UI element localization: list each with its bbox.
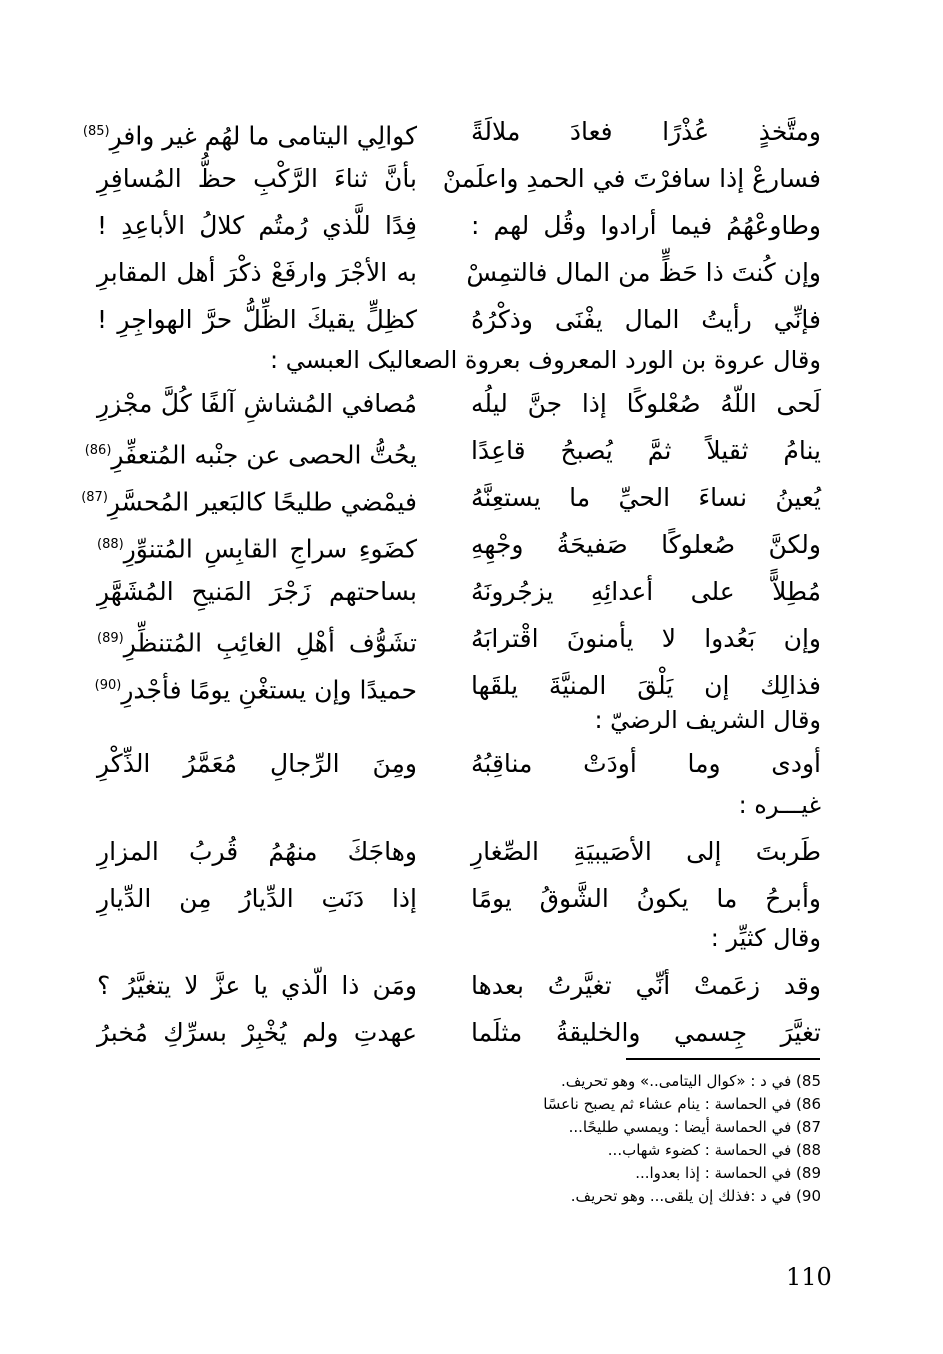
verse-first-hemistich: ولكنَّ صُعلوكًا صَفيحَةُ وجْهِهِ: [471, 530, 821, 559]
section-heading: وقال الشريف الرضيّ :: [594, 706, 821, 734]
footnote-ref: (89): [97, 631, 124, 646]
footnote-divider: [626, 1058, 820, 1060]
footnote: 88) في الحماسة : كضوء شهاب...: [607, 1141, 821, 1159]
verse-second-hemistich: به الأجْرَ وارفَعْ ذكْرَ أهل المقابرِ: [97, 258, 417, 287]
verse-first-hemistich: فذالِك إن يَلْقَ المنيَّةَ يلقَها: [471, 671, 821, 700]
footnote-ref: (85): [82, 124, 110, 139]
verse-second-hemistich: [97, 615, 417, 662]
verse-second-hemistich: عهدتِ ولم يُخْبِرْ بسرِّكِ مُخبرُ: [97, 1018, 417, 1047]
verse-first-hemistich: وإن بَعُدوا لا يأمنونَ اقْترابَهُ: [471, 624, 821, 653]
verse-first-hemistich: وطاوعْهُمُ فيما أرادوا وقُل لهم :: [471, 211, 821, 240]
verse-second-hemistich: ومِنَ الرِّجالِ مُعَمَّرُ الذِّكْرِ: [97, 749, 417, 778]
hemistich-text: فيمْضي طليحًا كالبَعير المُحسَّرِ: [107, 487, 417, 517]
verse-line: [0, 249, 943, 296]
footnote-ref: (90): [94, 678, 122, 693]
verse-line: [0, 962, 943, 1009]
verse-line: [0, 296, 943, 343]
verse-first-hemistich: يُعينُ نساءَ الحيِّ ما يستعِنَّهُ: [471, 483, 821, 512]
verse-second-hemistich: [81, 474, 417, 521]
verse-first-hemistich: وقد زعَمتْ أنِّي تغيَّرتُ بعدها: [471, 971, 821, 1000]
verse-line: [0, 521, 943, 568]
verse-first-hemistich: وإن كُنتَ ذا حَظٍّ من المال فالتمِسْ: [466, 258, 821, 287]
verse-first-hemistich: ينامُ ثقيلاً ثمَّ يُصبحُ قاعِدًا: [471, 436, 821, 465]
verse-line: [0, 740, 943, 787]
section-heading: وقال عروة بن الورد المعروف بعروة الصعاليک العبسي :: [269, 346, 821, 374]
footnote-ref: (86): [84, 443, 112, 458]
verse-second-hemistich: بأنَّ ثناءَ الرَّكْبِ حظُّ المُسافِرِ: [97, 164, 417, 193]
verse-first-hemistich: تغيَّرَ جِسمي والخليقةُ مثلَما: [471, 1018, 821, 1047]
verse-first-hemistich: وأبرحُ ما يكونُ الشَّوقُ يومًا: [471, 884, 821, 913]
poem-block-5: [0, 962, 943, 1056]
verse-first-hemistich: مُطِلاًّ على أعدائِهِ يزجُرونَهُ: [471, 577, 821, 606]
footnote: 90) في د :فذلك إن يلقى... وهو تحريف.: [570, 1187, 821, 1205]
verse-line: [0, 427, 943, 474]
verse-first-hemistich: أودى وما أودَتْ مناقِبُهُ: [471, 749, 821, 778]
poem-block-3: [0, 740, 943, 787]
verse-second-hemistich: [84, 427, 417, 474]
hemistich-text: حميدًا وإن يستغْنِ يومًا فأجْدرِ: [121, 675, 417, 705]
footnote: 87) في الحماسة أيضا : ويمسي طليحًا...: [568, 1118, 821, 1136]
hemistich-text: تشَوُّف أهْلِ الغائِبِ المُتنظِّرِ: [123, 628, 417, 658]
footnote: 85) في د : «كوال اليتامى..» وهو تحريف.: [561, 1072, 821, 1090]
footnotes: [401, 1070, 821, 1208]
verse-second-hemistich: فِدًا للَّذي رُمتُم كلالُ الأباعِدِ !: [97, 211, 417, 240]
verse-second-hemistich: وهاجَكَ منهُمُ قُربُ المزارِ: [97, 837, 417, 866]
verse-second-hemistich: [97, 521, 417, 568]
hemistich-text: كضَوءِ سراجِ القابِسِ المُتنوِّرِ: [123, 534, 417, 564]
verse-line: [0, 108, 943, 155]
verse-line: [0, 1009, 943, 1056]
verse-line: [0, 568, 943, 615]
hemistich-text: كوالِي اليتامى ما لهُم غير وافرِ: [109, 121, 417, 151]
verse-line: [0, 380, 943, 427]
verse-second-hemistich: كظِلٍّ يقيكَ الظِّلُّ حرَّ الهواجِرِ !: [97, 305, 417, 334]
footnote-ref: (87): [81, 490, 108, 505]
verse-first-hemistich: فسارعْ إذا سافرْتَ في الحمدِ واعلَمنْ: [442, 164, 821, 193]
verse-second-hemistich: [82, 108, 417, 155]
verse-line: [0, 615, 943, 662]
page-number: 110: [786, 1263, 832, 1291]
footnote: 89) في الحماسة : إذا بعدوا...: [635, 1164, 821, 1182]
poem-block-2: [0, 380, 943, 709]
verse-line: [0, 155, 943, 202]
verse-first-hemistich: فإنِّي رأيتُ المال يفْنَى وذكْرُهُ: [471, 305, 821, 334]
poem-block-4: [0, 828, 943, 922]
verse-second-hemistich: مُصافي المُشاشِ آلفًا كُلَّ مجْزرِ: [97, 389, 417, 418]
verse-line: [0, 828, 943, 875]
verse-second-hemistich: ومَن ذا الّذي يا عزَّ لا يتغيَّرُ ؟: [97, 971, 417, 1000]
footnote-ref: (88): [97, 537, 124, 552]
poem-block-1: [0, 108, 943, 343]
section-heading: غيـــره :: [738, 791, 821, 819]
verse-first-hemistich: لَحى اللّهُ صُعْلوكًا إذا جنَّ ليلُه: [471, 389, 821, 418]
verse-first-hemistich: طَربتَ إلى الأصَيبيَةِ الصِّغارِ: [471, 837, 821, 866]
verse-line: [0, 474, 943, 521]
verse-second-hemistich: بساحتهم زَجْرَ المَنيحِ المُشَهَّرِ: [97, 577, 417, 606]
section-heading: وقال كثيِّر :: [710, 924, 821, 952]
footnote: 86) في الحماسة : ينام عشاء ثم يصبح ناعسًا: [543, 1095, 821, 1113]
verse-line: [0, 202, 943, 249]
hemistich-text: يحُتُّ الحصى عن جنْبه المُتعفِّرِ: [111, 440, 417, 470]
verse-first-hemistich: ومتَّخذٍ عُذْرًا فعادَ ملالَةً: [471, 117, 821, 146]
verse-second-hemistich: إذا دَنَتِ الدِّيارُ مِن الدِّيارِ: [97, 884, 417, 913]
verse-line: [0, 875, 943, 922]
